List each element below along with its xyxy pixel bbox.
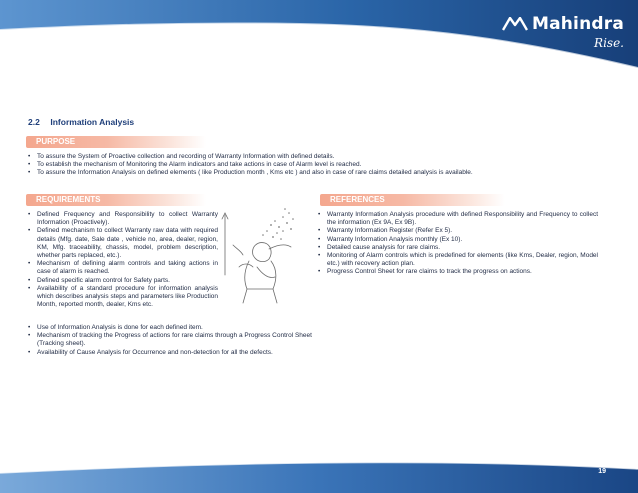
purpose-heading: PURPOSE (26, 136, 206, 148)
requirements-list-top (28, 211, 218, 309)
brand-name: Mahindra (531, 14, 624, 34)
list-item: • Warranty Information Register (Refer Ex 5). (318, 227, 598, 235)
list-item: • To assure the Information Analysis on defined elements ( like Production month , Kms etc ) and also in case of rare claims detailed analysis is available. (28, 169, 588, 177)
list-item: • Use of Information Analysis is done for each defined item. (28, 324, 313, 332)
page-number: 19 (598, 468, 606, 475)
requirements-list-bottom (28, 324, 313, 357)
list-item: • Monitoring of Alarm controls which is predefined for elements (like Kms, Dealer, region, Model etc.) with recovery action plan. (318, 252, 598, 268)
brand-tagline: Rise. (594, 36, 624, 50)
list-item: • Defined specific alarm control for Safety parts. (28, 277, 218, 285)
list-item: • Detailed cause analysis for rare claims. (318, 244, 598, 252)
brand-logo (502, 14, 624, 50)
references-list (318, 211, 598, 277)
list-item: • Defined mechanism to collect Warranty raw data with required details (Mfg. date, Sale date , vehicle no, area, dealer, region, KM, Mfg. traceability, chassis, model, problem description, whether parts replaced, etc.). (28, 227, 218, 260)
references-heading: REFERENCES (320, 194, 505, 206)
list-item: • Mechanism of defining alarm controls and taking actions in case of alarm is reached. (28, 260, 218, 276)
list-item: • Defined Frequency and Responsibility to collect Warranty Information (Proactively). (28, 211, 218, 227)
list-item: • Availability of a standard procedure for information analysis which describes analysis steps and parameters like Production Month, reported month, dealer, Kms etc. (28, 285, 218, 310)
footer-banner (0, 455, 638, 493)
mahindra-m-icon (502, 17, 528, 31)
list-item: • To assure the System of Proactive collection and recording of Warranty Information with defined details. (28, 153, 588, 161)
section-title (28, 117, 134, 127)
list-item: • To establish the mechanism of Monitoring the Alarm indicators and take actions in case of Alarm level is reached. (28, 161, 588, 169)
requirements-heading: REQUIREMENTS (26, 194, 206, 206)
list-item: • Warranty Information Analysis procedure with defined Responsibility and Frequency to collect the information (Ex 9A, Ex 9B). (318, 211, 598, 227)
list-item: • Progress Control Sheet for rare claims to track the progress on actions. (318, 268, 598, 276)
section-title-text: Information Analysis (50, 117, 135, 127)
list-item: • Warranty Information Analysis monthly (Ex 10). (318, 236, 598, 244)
list-item: • Mechanism of tracking the Progress of actions for rare claims through a Progress Control Sheet (Tracking sheet). (28, 332, 313, 348)
purpose-list (28, 153, 588, 178)
list-item: • Availability of Cause Analysis for Occurrence and non-detection for all the defects. (28, 349, 313, 357)
section-number: 2.2 (28, 117, 40, 127)
worker-sketch-illustration (213, 205, 299, 305)
